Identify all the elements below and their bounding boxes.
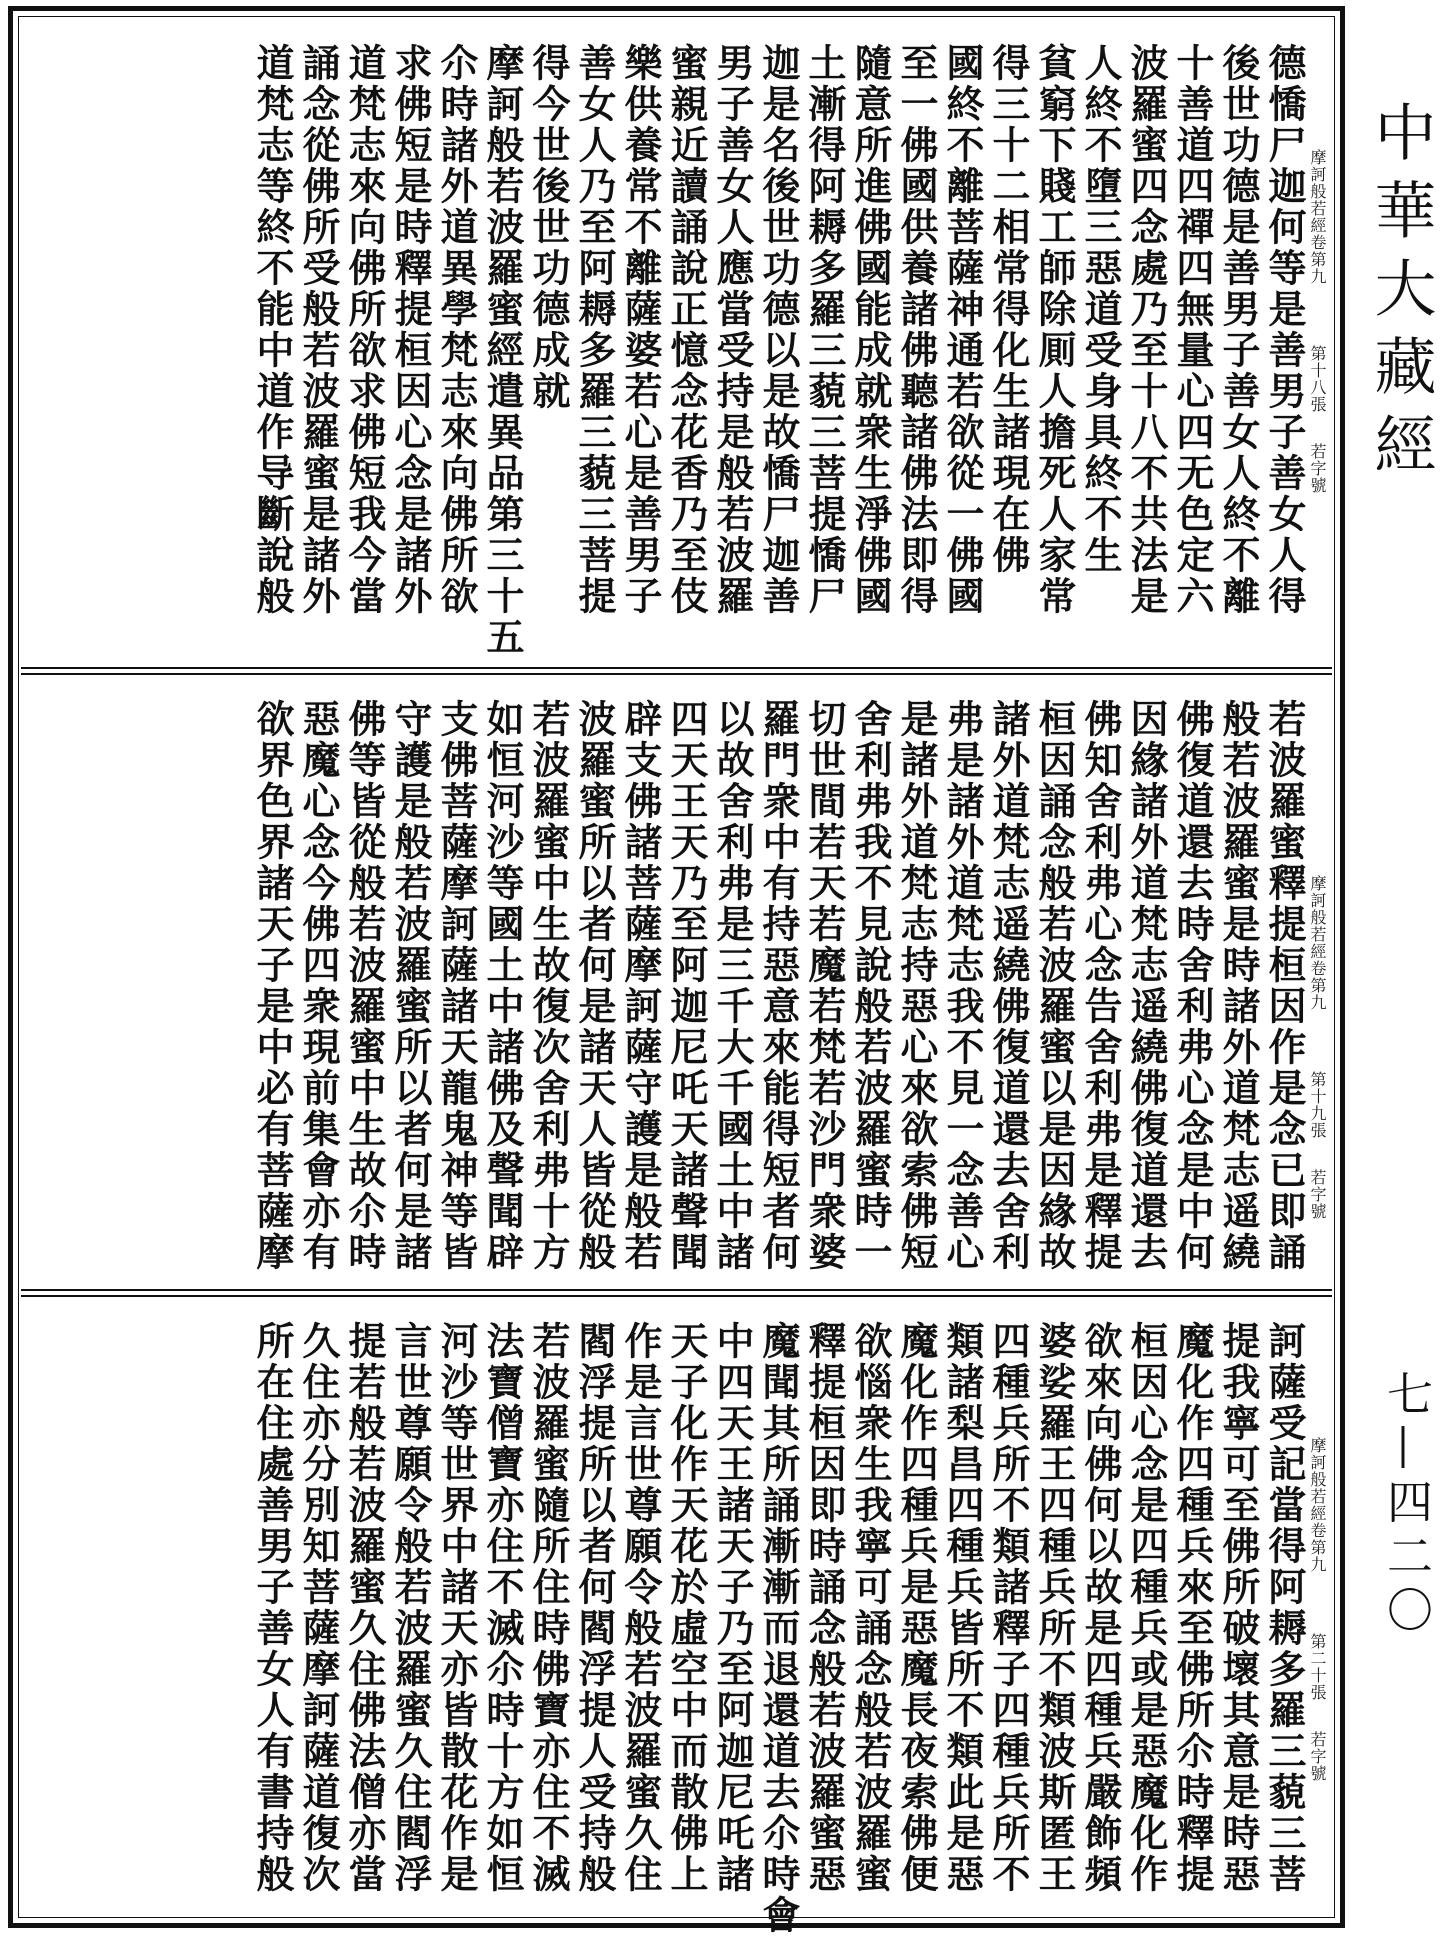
panel-divider xyxy=(21,667,1332,675)
text-column: 佛等皆從般若波羅蜜中生故尒時 xyxy=(342,699,387,1273)
text-column: 訶薩受記當得阿耨多羅三藐三菩 xyxy=(1262,1321,1307,1895)
margin-mark: 若字號 xyxy=(1308,1169,1327,1220)
margin-section: 第十八張 xyxy=(1308,345,1327,413)
text-column: 迦是名後世功德以是故憍尸迦善 xyxy=(756,43,801,617)
text-column: 後世功德是善男子善女人終不離 xyxy=(1216,43,1261,617)
text-column: 德憍尸迦何等是善男子善女人得 xyxy=(1262,43,1307,617)
text-column: 諸外道梵志遥繞佛復道還去舍利 xyxy=(986,699,1031,1273)
text-column: 所在住處善男子善女人有書持般 xyxy=(250,1321,295,1895)
text-column: 舍利弗我不見說般若波羅蜜時一 xyxy=(848,699,893,1273)
text-column: 佛復道還去時舍利弗心念是中何 xyxy=(1170,699,1215,1273)
text-columns xyxy=(250,1321,1307,1936)
text-column: 河沙等世界中諸天亦皆散花作是 xyxy=(434,1321,479,1895)
text-column: 欲惱衆生我寧可誦念般若波羅蜜 xyxy=(848,1321,893,1895)
text-column: 欲來向佛何以故是四種兵嚴飾頻 xyxy=(1078,1321,1123,1895)
text-column: 蜜親近讀誦說正憶念花香乃至伎 xyxy=(664,43,709,617)
text-column: 求佛短是時釋提桓因心念是諸外 xyxy=(388,43,433,617)
text-column: 切世間若天若魔若梵若沙門衆婆 xyxy=(802,699,847,1273)
text-column: 得三十二相常得化生諸現在佛 xyxy=(986,43,1031,576)
text-column: 得今世後世功德成就 xyxy=(526,43,571,412)
text-column: 提我寧可至佛所破壞其意是時惡 xyxy=(1216,1321,1261,1895)
text-column: 閻浮提所以者何閻浮提人受持般 xyxy=(572,1321,617,1895)
text-column: 如恒河沙等國土中諸佛及聲聞辟 xyxy=(480,699,525,1273)
text-column: 波羅蜜所以者何是諸天人皆從般 xyxy=(572,699,617,1273)
text-column: 貧窮下賤工師除厠人擔死人家常 xyxy=(1032,43,1077,617)
margin-note xyxy=(1308,875,1330,1395)
text-column: 是諸外道梵志持惡心來欲索佛短 xyxy=(894,699,939,1273)
text-columns xyxy=(250,699,1307,1273)
text-column: 四天王天乃至阿迦尼吒天諸聲聞 xyxy=(664,699,709,1273)
text-column: 男子善女人應當受持是般若波羅 xyxy=(710,43,755,617)
text-column: 中四天王諸天子乃至阿迦尼吒諸 xyxy=(710,1321,755,1895)
page-frame xyxy=(8,6,1345,1936)
text-column: 魔聞其所誦漸漸而退還道去尒時會 xyxy=(756,1321,801,1936)
text-column: 四種兵所不類諸釋子四種兵所不 xyxy=(986,1321,1031,1895)
margin-title: 摩訶般若經卷第九 xyxy=(1308,1437,1327,1573)
margin-section: 第十九張 xyxy=(1308,1071,1327,1139)
panel-divider xyxy=(21,1289,1332,1297)
text-column: 誦念從佛所受般若波羅蜜是諸外 xyxy=(296,43,341,617)
text-column: 婆娑羅王四種兵所不類波斯匿王 xyxy=(1032,1321,1077,1895)
margin-section: 第二十張 xyxy=(1308,1633,1327,1701)
margin-title: 摩訶般若經卷第九 xyxy=(1308,875,1327,1011)
text-column: 尒時諸外道異學梵志來向佛所欲 xyxy=(434,43,479,617)
page-number: 七—四二〇 xyxy=(1380,1370,1434,1640)
text-column: 辟支佛諸菩薩摩訶薩守護是般若 xyxy=(618,699,663,1273)
text-column: 久住亦分別知菩薩摩訶薩道復次 xyxy=(296,1321,341,1895)
text-panel-1 xyxy=(21,19,1332,667)
text-column: 若波羅蜜中生故復次舍利弗十方 xyxy=(526,699,571,1273)
text-column: 作是言世尊願令般若波羅蜜久住 xyxy=(618,1321,663,1895)
text-column: 魔化作四種兵是惡魔長夜索佛便 xyxy=(894,1321,939,1895)
text-column: 言世尊願令般若波羅蜜久住閻浮 xyxy=(388,1321,433,1895)
text-column: 法寶僧寶亦住不滅尒時十方如恒 xyxy=(480,1321,525,1895)
margin-mark: 若字號 xyxy=(1308,1731,1327,1782)
text-column: 惡魔心念今佛四衆現前集會亦有 xyxy=(296,699,341,1273)
margin-mark: 若字號 xyxy=(1308,443,1327,494)
text-column: 提若般若波羅蜜久住佛法僧亦當 xyxy=(342,1321,387,1895)
text-panel-3 xyxy=(21,1297,1332,1936)
collection-title: 中華大藏經 xyxy=(1364,100,1437,490)
text-column: 樂供養常不離薩婆若心是善男子 xyxy=(618,43,663,617)
text-column: 天子化作天花於虛空中而散佛上 xyxy=(664,1321,709,1895)
text-column: 隨意所進佛國能成就衆生淨佛國 xyxy=(848,43,893,617)
text-column: 至一佛國供養諸佛聽諸佛法即得 xyxy=(894,43,939,617)
margin-title: 摩訶般若經卷第九 xyxy=(1308,149,1327,285)
text-column: 守護是般若波羅蜜所以者何是諸 xyxy=(388,699,433,1273)
text-column: 桓因心念是四種兵或是惡魔化作 xyxy=(1124,1321,1169,1895)
text-column: 土漸得阿耨多羅三藐三菩提憍尸 xyxy=(802,43,847,617)
margin-note xyxy=(1308,149,1330,669)
text-column: 國終不離菩薩神通若欲從一佛國 xyxy=(940,43,985,617)
text-column: 摩訶般若波羅蜜經遣異品第三十五 xyxy=(480,43,525,658)
text-column: 桓因誦念般若波羅蜜以是因緣故 xyxy=(1032,699,1077,1273)
margin-note xyxy=(1308,1437,1330,1957)
text-column: 善女人乃至阿耨多羅三藐三菩提 xyxy=(572,43,617,617)
text-column: 十善道四禪四無量心四无色定六 xyxy=(1170,43,1215,617)
text-column: 道梵志來向佛所欲求佛短我今當 xyxy=(342,43,387,617)
text-column: 因緣諸外道梵志遥繞佛復道還去 xyxy=(1124,699,1169,1273)
text-column: 若波羅蜜釋提桓因作是念已即誦 xyxy=(1262,699,1307,1273)
text-panel-2 xyxy=(21,675,1332,1289)
text-columns xyxy=(250,43,1307,658)
text-column: 以故舍利弗是三千大千國土中諸 xyxy=(710,699,755,1273)
text-column: 釋提桓因即時誦念般若波羅蜜惡 xyxy=(802,1321,847,1895)
text-column: 支佛菩薩摩訶薩諸天龍鬼神等皆 xyxy=(434,699,479,1273)
text-column: 若波羅蜜隨所住時佛寶亦住不滅 xyxy=(526,1321,571,1895)
text-column: 佛知舍利弗心念告舍利弗是釋提 xyxy=(1078,699,1123,1273)
text-column: 般若波羅蜜是時諸外道梵志遥繞 xyxy=(1216,699,1261,1273)
text-column: 欲界色界諸天子是中必有菩薩摩 xyxy=(250,699,295,1273)
text-column: 人終不墮三惡道受身具終不生 xyxy=(1078,43,1123,576)
text-column: 類諸梨昌四種兵皆所不類此是惡 xyxy=(940,1321,985,1895)
text-column: 波羅蜜四念處乃至十八不共法是 xyxy=(1124,43,1169,617)
text-column: 羅門衆中有持惡意來能得短者何 xyxy=(756,699,801,1273)
text-column: 道梵志等終不能中道作导斷說般 xyxy=(250,43,295,617)
text-column: 魔化作四種兵來至佛所尒時釋提 xyxy=(1170,1321,1215,1895)
text-column: 弗是諸外道梵志我不見一念善心 xyxy=(940,699,985,1273)
